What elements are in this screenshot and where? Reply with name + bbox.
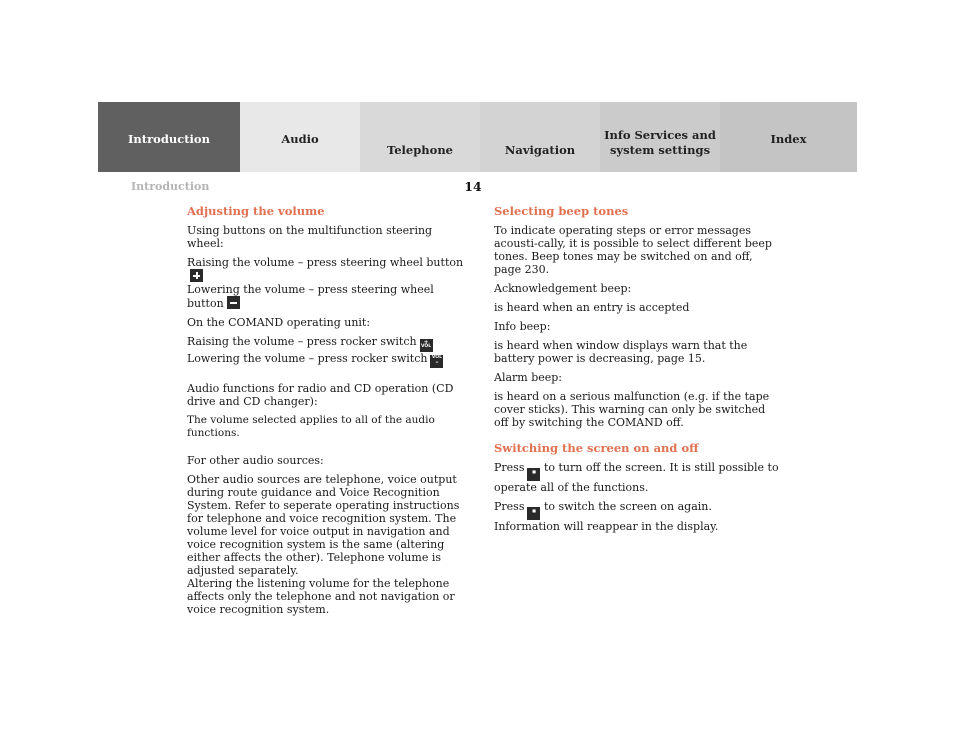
tab-label: Index (770, 131, 807, 146)
paragraph: To indicate operating steps or error messages acousti-cally, it is possible to select different beep tones. Beep tones may be switched on and off, page 230. (494, 224, 772, 276)
text: button (187, 297, 224, 310)
tab-index[interactable] (720, 102, 857, 172)
vol-label: VOL (431, 355, 442, 360)
text: Press (494, 461, 525, 474)
tab-navigation[interactable] (480, 102, 600, 172)
lower-wheel-line: Lowering the volume – press steering wheel (187, 283, 434, 296)
plus-sign: + (423, 339, 429, 346)
text: Raising the volume – press rocker switch (187, 335, 417, 348)
plus-button-icon (190, 269, 203, 282)
screen-button-icon: ■ (527, 468, 540, 481)
paragraph: For other audio sources: (187, 454, 324, 467)
heading-screen-on-off: Switching the screen on and off (494, 441, 699, 455)
vol-label: VOL (421, 344, 432, 349)
paragraph: is heard when an entry is accepted (494, 301, 690, 314)
paragraph: Audio functions for radio and CD operation (CD drive and CD changer): (187, 382, 454, 408)
paragraph: Acknowledgement beep: (494, 282, 632, 295)
paragraph (494, 500, 779, 533)
tab-label: Navigation (504, 142, 576, 157)
paragraph: Other audio sources are telephone, voice output during route guidance and Voice Recognition System. Refer to seperate operating instructions for telephone and voice recognition system. The volume level for voice output in navigation and voice recognition system is the same (altering either affects the other). Telephone volume is adjusted separately. (187, 473, 460, 577)
paragraph (187, 335, 472, 368)
raise-rocker-line (187, 335, 472, 352)
text: to turn off the screen. It is still possible to operate all of the functions. (494, 461, 779, 494)
heading-adjusting-volume: Adjusting the volume (187, 204, 325, 218)
volume-down-icon (430, 355, 443, 368)
paragraph: Altering the listening volume for the telephone affects only the telephone and not navigation or voice recognition system. (187, 577, 455, 616)
paragraph (494, 461, 779, 494)
raise-wheel-line (187, 256, 472, 283)
tab-audio[interactable] (240, 102, 360, 172)
tab-label: Info Services and system settings (604, 128, 716, 157)
tab-label: Telephone (387, 142, 453, 157)
tab-label: Audio (281, 131, 319, 146)
paragraph: Using buttons on the multifunction steering wheel: (187, 224, 433, 250)
chapter-tab-bar (98, 102, 857, 172)
minus-sign: – (435, 359, 439, 366)
text: Raising the volume – press steering wheel button (187, 256, 464, 269)
paragraph: is heard on a serious malfunction (e.g. if the tape cover sticks). This warning can only be switched off by switching the COMAND off. (494, 390, 770, 429)
tab-telephone[interactable] (360, 102, 480, 172)
volume-up-icon (420, 339, 433, 352)
screen-button-icon: ■ (527, 507, 540, 520)
page-number: 14 (464, 179, 482, 194)
paragraph: On the COMAND operating unit: (187, 316, 371, 329)
text: Press (494, 500, 525, 513)
paragraph: Alarm beep: (494, 371, 563, 384)
right-column (494, 204, 779, 539)
text: Lowering the volume – press rocker switch (187, 352, 428, 365)
tab-introduction[interactable] (98, 102, 240, 172)
heading-beep-tones: Selecting beep tones (494, 204, 629, 218)
tab-info-services[interactable] (600, 102, 720, 172)
lower-wheel-line-2 (187, 296, 472, 310)
minus-button-icon (227, 296, 240, 309)
tab-label: Introduction (128, 131, 210, 146)
left-column (187, 204, 472, 622)
paragraph: The volume selected applies to all of the audio functions. (187, 414, 435, 439)
paragraph: Info beep: (494, 320, 551, 333)
section-header: Introduction (131, 180, 210, 193)
text: to switch the screen on again. Information will reappear in the display. (494, 500, 719, 533)
lower-rocker-line (187, 352, 472, 368)
paragraph (187, 256, 472, 310)
paragraph: is heard when window displays warn that the battery power is decreasing, page 15. (494, 339, 748, 365)
